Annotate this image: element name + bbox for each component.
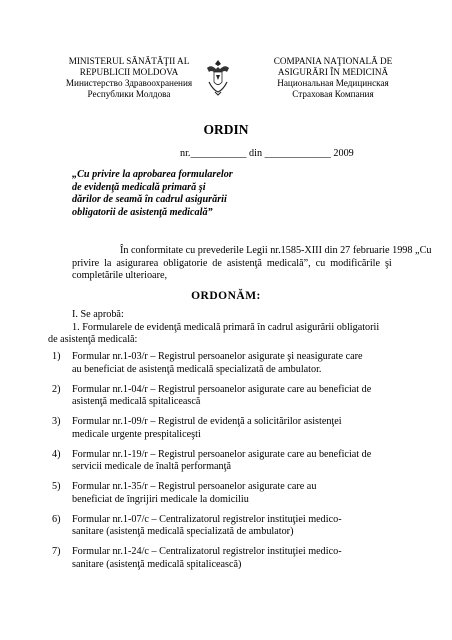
list-item — [48, 449, 418, 474]
list-item-line: sanitare (asistenţă medicală spitalicească) — [72, 559, 242, 571]
list-item-line: Formular nr.1-19/r – Registrul persoanelor asigurate care au beneficiat de — [72, 448, 372, 460]
list-item-line: Formular nr.1-09/r – Registrul de evidenţă a solicitărilor asistenţei — [72, 416, 342, 428]
list-item-line: Formular nr.1-04/r – Registrul persoanelor asigurate care au beneficiat de — [72, 383, 372, 395]
list-item-number: 4) — [52, 448, 61, 460]
subject-line: de evidenţă medicală primară şi — [72, 181, 206, 193]
preamble-line: completările ulterioare, — [72, 270, 168, 282]
list-item-line: au beneficiat de asistenţă medicală specializată de ambulator. — [72, 363, 322, 375]
order-number-line: nr.___________ din _____________ 2009 — [180, 148, 354, 159]
list-item-line: sanitare (asistenţă medicală specializată de ambulator) — [72, 526, 294, 538]
list-item-line: Formular nr.1-07/c – Centralizatorul registrelor instituţiei medico- — [72, 513, 342, 525]
list-item-number: 7) — [52, 546, 61, 558]
preamble-line: În conformitate cu prevederile Legii nr.1585-XIII din 27 februarie 1998 „Cu — [120, 245, 432, 256]
list-item-line: medicale urgente prespitaliceşti — [72, 428, 201, 440]
list-item — [48, 514, 418, 539]
list-item-number: 1) — [52, 351, 61, 362]
order-subject — [72, 169, 372, 219]
ministry-name-ro-2: REPUBLICII MOLDOVA — [79, 67, 179, 77]
preamble — [72, 245, 432, 283]
list-item — [48, 384, 418, 409]
list-item-line: beneficiat de îngrijiri medicale la domiciliu — [72, 493, 249, 505]
point-line: 1. Formularele de evidenţă medicală primară în cadrul asigurării obligatorii — [72, 321, 380, 333]
list-item-line: asistenţă medicală spitalicească — [72, 396, 201, 408]
subject-line: dărilor de seamă în cadrul asigurării — [72, 194, 227, 206]
point-line: de asistenţă medicală: — [48, 334, 138, 346]
company-name-ro-1: COMPANIA NAŢIONALĂ DE — [273, 56, 393, 66]
ministry-name-ro-1: MINISTERUL SĂNĂTĂŢII AL — [68, 56, 190, 66]
list-item-line: Formular nr.1-24/c – Centralizatorul registrelor instituţiei medico- — [72, 546, 342, 558]
decree-heading: ORDONĂM: — [191, 290, 261, 302]
ministry-name-ru-1: Министерство Здравоохранения — [65, 78, 193, 88]
list-item — [48, 481, 418, 506]
coat-of-arms-icon — [203, 58, 233, 96]
subject-line: obligatorii de asistenţă medicală” — [72, 206, 213, 218]
list-item — [48, 416, 418, 441]
company-name-ro-2: ASIGURĂRI ÎN MEDICINĂ — [277, 67, 389, 77]
list-item-number: 3) — [52, 416, 61, 428]
header-company — [258, 56, 408, 100]
subject-line: „Cu privire la aprobarea formularelor — [72, 169, 233, 180]
header-ministry — [54, 56, 204, 100]
list-item-line: Formular nr.1-35/r – Registrul persoanelor asigurate care au — [72, 481, 317, 493]
company-name-ru-2: Страховая Компания — [292, 89, 374, 99]
list-item-line: Formular nr.1-03/r – Registrul persoanelor asigurate şi neasigurate care — [72, 351, 363, 362]
section-heading: I. Se aprobă: — [72, 309, 124, 320]
list-item-line: servicii medicale de înaltă performanţă — [72, 461, 231, 473]
list-item — [48, 351, 418, 376]
preamble-line: privire la asigurarea obligatorie de asistenţă medicală”, cu modificările şi — [72, 257, 392, 269]
company-name-ru-1: Национальная Медицинская — [277, 78, 389, 88]
form-list — [48, 351, 418, 579]
list-item-number: 2) — [52, 383, 61, 395]
ministry-name-ru-2: Республики Молдова — [87, 89, 171, 99]
list-item — [48, 546, 418, 571]
list-item-number: 6) — [52, 513, 61, 525]
list-item-number: 5) — [52, 481, 61, 493]
section-heading-block — [48, 309, 418, 347]
document-title: ORDIN — [203, 122, 249, 137]
